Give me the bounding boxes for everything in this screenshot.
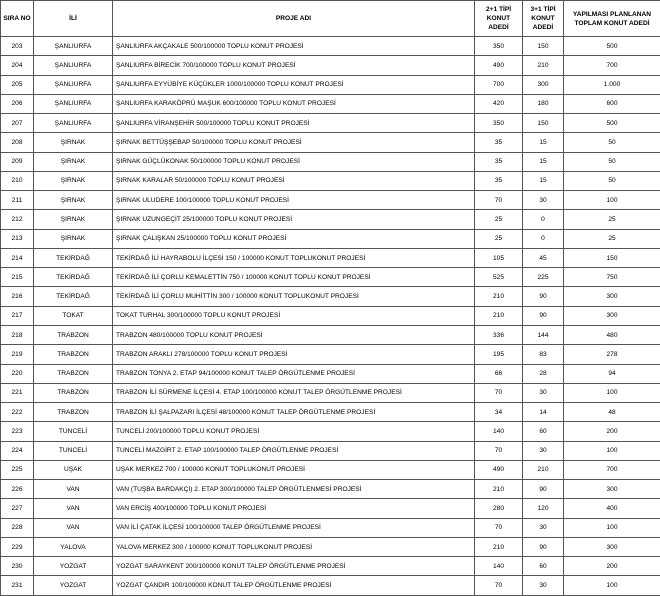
cell-2plus1: 490 [475,56,523,75]
cell-3plus1: 90 [523,306,564,325]
cell-sira: 231 [1,576,34,595]
cell-2plus1: 210 [475,537,523,556]
cell-toplam: 50 [564,133,660,152]
cell-sira: 209 [1,152,34,171]
cell-il: ŞIRNAK [34,210,113,229]
cell-sira: 224 [1,441,34,460]
cell-toplam: 200 [564,557,660,576]
cell-proje: ŞANLIURFA VİRANŞEHİR 500/100000 TOPLU KONUT PROJESİ [113,114,475,133]
cell-toplam: 50 [564,152,660,171]
cell-sira: 203 [1,37,34,56]
cell-proje: TEKİRDAĞ İLİ ÇORLU KEMALETTİN 750 / 100000 KONUT TOPLU KONUT PROJESİ [113,268,475,287]
cell-2plus1: 35 [475,171,523,190]
table-row [1,403,660,422]
cell-2plus1: 35 [475,152,523,171]
cell-3plus1: 300 [523,75,564,94]
cell-toplam: 100 [564,383,660,402]
table-row [1,229,660,248]
cell-sira: 220 [1,364,34,383]
cell-sira: 226 [1,480,34,499]
cell-toplam: 94 [564,364,660,383]
cell-2plus1: 70 [475,191,523,210]
cell-proje: TUNCELİ MAZGİRT 2. ETAP 100/100000 TALEP ÖRGÜTLENME PROJESİ [113,441,475,460]
cell-il: TEKİRDAĞ [34,287,113,306]
cell-toplam: 100 [564,576,660,595]
cell-sira: 204 [1,56,34,75]
cell-sira: 229 [1,537,34,556]
cell-2plus1: 210 [475,287,523,306]
cell-il: TUNCELİ [34,422,113,441]
cell-proje: TUNCELİ 200/100000 TOPLU KONUT PROJESİ [113,422,475,441]
cell-il: TRABZON [34,325,113,344]
cell-il: VAN [34,499,113,518]
cell-toplam: 480 [564,325,660,344]
cell-2plus1: 140 [475,422,523,441]
cell-proje: ŞIRNAK ÇALIŞKAN 25/100000 TOPLU KONUT PROJESİ [113,229,475,248]
cell-toplam: 500 [564,37,660,56]
cell-2plus1: 25 [475,229,523,248]
cell-il: VAN [34,480,113,499]
cell-2plus1: 350 [475,114,523,133]
cell-proje: ŞANLIURFA AKÇAKALE 500/100000 TOPLU KONUT PROJESİ [113,37,475,56]
cell-il: ŞIRNAK [34,191,113,210]
cell-toplam: 50 [564,171,660,190]
cell-toplam: 1.000 [564,75,660,94]
table-row [1,248,660,267]
cell-proje: ŞANLIURFA KARAKÖPRÜ MAŞUK 600/100000 TOPLU KONUT PROJESİ [113,94,475,113]
cell-toplam: 300 [564,480,660,499]
cell-3plus1: 90 [523,287,564,306]
cell-toplam: 100 [564,441,660,460]
cell-proje: ŞANLIURFA EYYÜBİYE KÜÇÜKLER 1000/100000 TOPLU KONUT PROJESİ [113,75,475,94]
cell-3plus1: 90 [523,537,564,556]
cell-3plus1: 150 [523,114,564,133]
cell-toplam: 300 [564,306,660,325]
cell-toplam: 48 [564,403,660,422]
table-row [1,480,660,499]
cell-sira: 228 [1,518,34,537]
cell-2plus1: 420 [475,94,523,113]
cell-proje: ŞIRNAK UZUNGEÇİT 25/100000 TOPLU KONUT PROJESİ [113,210,475,229]
table-row [1,306,660,325]
col-header-proje: PROJE ADI [113,1,475,37]
cell-2plus1: 525 [475,268,523,287]
cell-2plus1: 70 [475,383,523,402]
cell-2plus1: 700 [475,75,523,94]
cell-il: YALOVA [34,537,113,556]
cell-sira: 211 [1,191,34,210]
table-row [1,171,660,190]
cell-sira: 221 [1,383,34,402]
cell-3plus1: 0 [523,229,564,248]
col-header-il: İLİ [34,1,113,37]
cell-toplam: 100 [564,518,660,537]
cell-2plus1: 490 [475,460,523,479]
cell-2plus1: 70 [475,576,523,595]
cell-il: TRABZON [34,403,113,422]
table-row [1,364,660,383]
cell-sira: 227 [1,499,34,518]
cell-il: ŞANLIURFA [34,75,113,94]
cell-sira: 223 [1,422,34,441]
cell-sira: 212 [1,210,34,229]
cell-proje: YALOVA MERKEZ 300 / 100000 KONUT TOPLUKONUT PROJESİ [113,537,475,556]
cell-toplam: 25 [564,210,660,229]
cell-toplam: 600 [564,94,660,113]
cell-proje: TRABZON İLİ ŞALPAZARI İLÇESİ 48/100000 KONUT TALEP ÖRGÜTLENME PROJESİ [113,403,475,422]
cell-il: ŞANLIURFA [34,114,113,133]
cell-sira: 230 [1,557,34,576]
cell-3plus1: 120 [523,499,564,518]
cell-3plus1: 150 [523,37,564,56]
table-row [1,268,660,287]
col-header-sira: SIRA NO [1,1,34,37]
cell-proje: TEKİRDAĞ İLİ HAYRABOLU İLÇESİ 150 / 100000 KONUT TOPLUKONUT PROJESİ [113,248,475,267]
table-row [1,75,660,94]
cell-toplam: 700 [564,460,660,479]
cell-3plus1: 180 [523,94,564,113]
cell-2plus1: 350 [475,37,523,56]
cell-proje: YOZGAT ÇANDIR 100/100000 KONUT TALEP ÖRGÜTLENME PROJESİ [113,576,475,595]
cell-sira: 219 [1,345,34,364]
cell-sira: 207 [1,114,34,133]
cell-il: TOKAT [34,306,113,325]
cell-il: ŞANLIURFA [34,56,113,75]
table-row [1,210,660,229]
table-row [1,325,660,344]
cell-proje: VAN (TUŞBA BARDAKÇI) 2. ETAP 300/100000 TALEP ÖRGÜTLENMESİ PROJESİ [113,480,475,499]
cell-3plus1: 210 [523,460,564,479]
table-row [1,422,660,441]
cell-il: ŞIRNAK [34,133,113,152]
cell-proje: VAN ERCİŞ 400/100000 TOPLU KONUT PROJESİ [113,499,475,518]
cell-3plus1: 15 [523,171,564,190]
cell-il: YOZGAT [34,576,113,595]
cell-2plus1: 140 [475,557,523,576]
col-header-toplam: YAPILMASI PLANLANAN TOPLAM KONUT ADEDİ [564,1,660,37]
table-row [1,576,660,595]
cell-2plus1: 35 [475,133,523,152]
cell-sira: 215 [1,268,34,287]
cell-il: TUNCELİ [34,441,113,460]
cell-toplam: 400 [564,499,660,518]
cell-il: ŞIRNAK [34,171,113,190]
cell-sira: 210 [1,171,34,190]
cell-il: TEKİRDAĞ [34,248,113,267]
cell-2plus1: 280 [475,499,523,518]
cell-proje: ŞANLIURFA BİRECİK 700/100000 TOPLU KONUT PROJESİ [113,56,475,75]
header-row [1,1,660,37]
cell-3plus1: 15 [523,152,564,171]
table-row [1,114,660,133]
cell-toplam: 300 [564,537,660,556]
cell-proje: TOKAT TURHAL 300/100000 TOPLU KONUT PROJESİ [113,306,475,325]
table-body [1,37,660,596]
cell-toplam: 500 [564,114,660,133]
cell-3plus1: 30 [523,441,564,460]
table-row [1,441,660,460]
cell-sira: 206 [1,94,34,113]
cell-3plus1: 30 [523,518,564,537]
cell-il: TRABZON [34,345,113,364]
cell-sira: 213 [1,229,34,248]
cell-proje: ŞIRNAK BETTÜŞŞEBAP 50/100000 TOPLU KONUT PROJESİ [113,133,475,152]
cell-3plus1: 30 [523,383,564,402]
cell-3plus1: 15 [523,133,564,152]
cell-proje: ŞIRNAK KARALAR 50/100000 TOPLU KONUT PROJESİ [113,171,475,190]
cell-2plus1: 336 [475,325,523,344]
cell-3plus1: 45 [523,248,564,267]
cell-2plus1: 210 [475,306,523,325]
cell-proje: UŞAK MERKEZ 700 / 100000 KONUT TOPLUKONUT PROJESİ [113,460,475,479]
cell-2plus1: 25 [475,210,523,229]
col-header-3plus1: 3+1 TİPİ KONUT ADEDİ [523,1,564,37]
cell-il: TRABZON [34,383,113,402]
cell-sira: 218 [1,325,34,344]
cell-toplam: 200 [564,422,660,441]
cell-toplam: 25 [564,229,660,248]
cell-3plus1: 28 [523,364,564,383]
cell-3plus1: 30 [523,191,564,210]
cell-3plus1: 60 [523,422,564,441]
cell-3plus1: 225 [523,268,564,287]
table-row [1,133,660,152]
cell-toplam: 100 [564,191,660,210]
cell-toplam: 750 [564,268,660,287]
cell-il: ŞIRNAK [34,229,113,248]
table-row [1,56,660,75]
cell-il: ŞANLIURFA [34,94,113,113]
cell-2plus1: 105 [475,248,523,267]
cell-2plus1: 195 [475,345,523,364]
table-row [1,345,660,364]
table-row [1,152,660,171]
cell-proje: TRABZON 480/100000 TOPLU KONUT PROJESİ [113,325,475,344]
cell-sira: 208 [1,133,34,152]
cell-3plus1: 144 [523,325,564,344]
table-row [1,37,660,56]
cell-il: ŞIRNAK [34,152,113,171]
cell-2plus1: 210 [475,480,523,499]
table-row [1,537,660,556]
table-row [1,518,660,537]
cell-sira: 217 [1,306,34,325]
table-row [1,383,660,402]
cell-2plus1: 70 [475,518,523,537]
cell-sira: 216 [1,287,34,306]
cell-proje: ŞIRNAK ULUDERE 100/100000 TOPLU KONUT PROJESİ [113,191,475,210]
cell-2plus1: 34 [475,403,523,422]
cell-proje: TEKİRDAĞ İLİ ÇORLU MUHİTTİN 300 / 100000 KONUT TOPLUKONUT PROJESİ [113,287,475,306]
cell-toplam: 300 [564,287,660,306]
cell-3plus1: 210 [523,56,564,75]
cell-proje: TRABZON İLİ SÜRMENE İLÇESİ 4. ETAP 100/100000 KONUT TALEP ÖRGÜTLENME PROJESİ [113,383,475,402]
cell-proje: ŞIRNAK GÜÇLÜKONAK 50/100000 TOPLU KONUT PROJESİ [113,152,475,171]
cell-sira: 205 [1,75,34,94]
cell-proje: VAN İLİ ÇATAK İLÇESİ 100/100000 TALEP ÖRGÜTLENME PROJESİ [113,518,475,537]
cell-3plus1: 30 [523,576,564,595]
cell-il: UŞAK [34,460,113,479]
cell-3plus1: 0 [523,210,564,229]
cell-il: TEKİRDAĞ [34,268,113,287]
table-row [1,191,660,210]
table-row [1,287,660,306]
cell-toplam: 700 [564,56,660,75]
cell-sira: 214 [1,248,34,267]
table-row [1,557,660,576]
cell-3plus1: 83 [523,345,564,364]
cell-il: TRABZON [34,364,113,383]
cell-sira: 222 [1,403,34,422]
cell-proje: YOZGAT SARAYKENT 200/100000 KONUT TALEP ÖRGÜTLENME PROJESİ [113,557,475,576]
cell-proje: TRABZON ARAKLI 278/100000 TOPLU KONUT PROJESİ [113,345,475,364]
table-header [1,1,660,37]
cell-sira: 225 [1,460,34,479]
cell-2plus1: 66 [475,364,523,383]
col-header-2plus1: 2+1 TİPİ KONUT ADEDİ [475,1,523,37]
cell-il: YOZGAT [34,557,113,576]
cell-toplam: 150 [564,248,660,267]
cell-il: ŞANLIURFA [34,37,113,56]
table-row [1,460,660,479]
table-row [1,499,660,518]
cell-toplam: 278 [564,345,660,364]
cell-2plus1: 70 [475,441,523,460]
cell-3plus1: 14 [523,403,564,422]
cell-3plus1: 60 [523,557,564,576]
cell-3plus1: 90 [523,480,564,499]
cell-proje: TRABZON TONYA 2. ETAP 94/100000 KONUT TALEP ÖRGÜTLENME PROJESİ [113,364,475,383]
cell-il: VAN [34,518,113,537]
table-row [1,94,660,113]
